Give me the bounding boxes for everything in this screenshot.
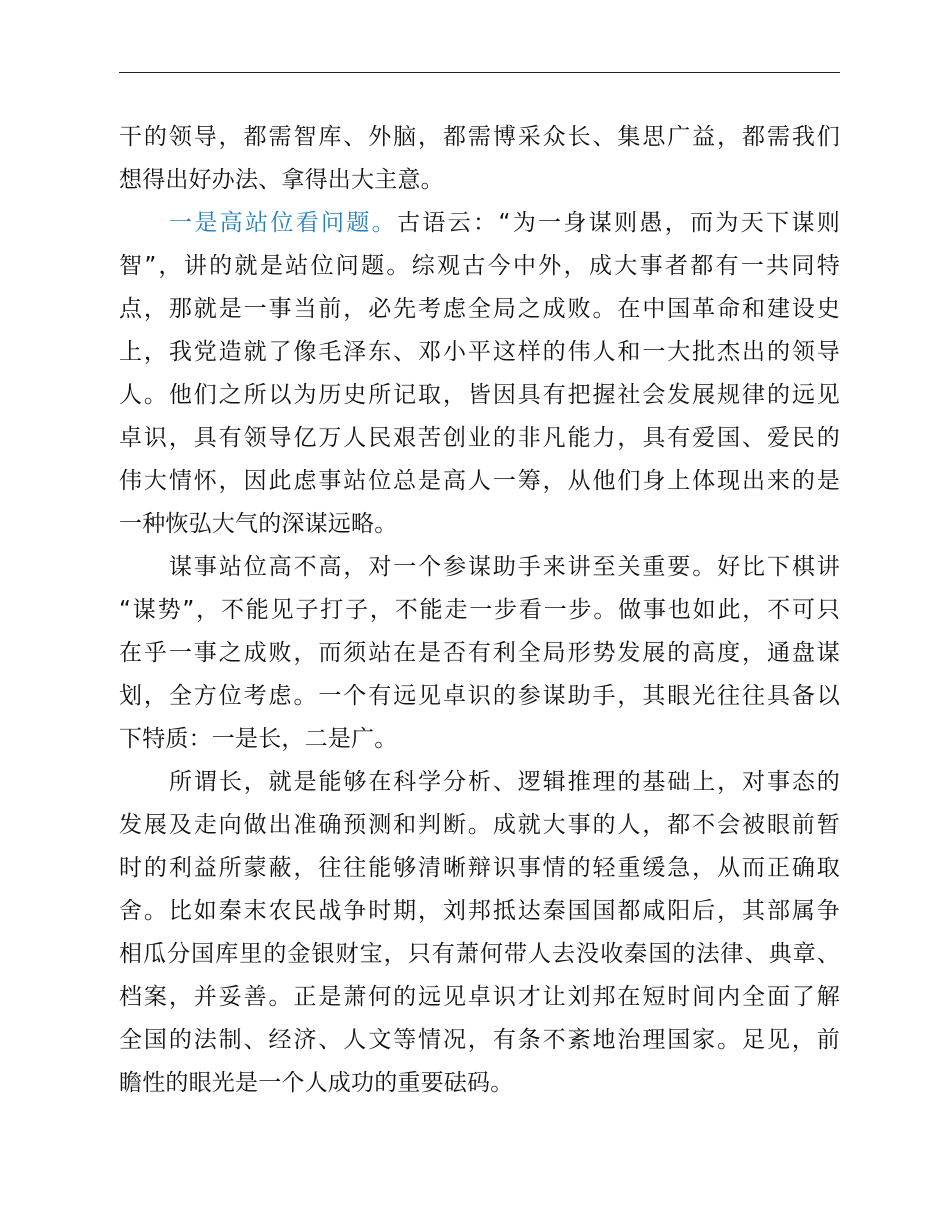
text-line: 人。他们之所以为历史所记取，皆因具有把握社会发展规律的远见 bbox=[119, 382, 840, 408]
text-line: 所谓长，就是能够在科学分析、逻辑推理的基础上，对事态的 bbox=[169, 769, 840, 795]
text-line: “谋势”，不能见子打子，不能走一步看一步。做事也如此，不可只 bbox=[119, 597, 840, 623]
text-line: 下特质：一是长，二是广。 bbox=[119, 726, 398, 752]
text-line bbox=[119, 202, 840, 245]
text-line: 点，那就是一事当前，必先考虑全局之成败。在中国革命和建设史 bbox=[119, 296, 840, 322]
text-line: 全国的法制、经济、人文等情况，有条不紊地治理国家。足见，前 bbox=[119, 1027, 840, 1053]
text-run: 古语云：“为一身谋则愚，而为天下谋则 bbox=[397, 210, 840, 236]
text-line: 想得出好办法、拿得出大主意。 bbox=[119, 167, 444, 193]
text-line: 瞻性的眼光是一个人成功的重要砝码。 bbox=[119, 1070, 514, 1096]
text-line: 一种恢弘大气的深谋远略。 bbox=[119, 511, 398, 537]
header-rule bbox=[119, 72, 840, 73]
text-line: 发展及走向做出准确预测和判断。成就大事的人，都不会被眼前暂 bbox=[119, 812, 840, 838]
text-line: 舍。比如秦末农民战争时期，刘邦抵达秦国国都咸阳后，其部属争 bbox=[119, 898, 840, 924]
text-line: 在乎一事之成败，而须站在是否有利全局形势发展的高度，通盘谋 bbox=[119, 640, 840, 666]
paragraph bbox=[119, 546, 840, 761]
paragraph bbox=[119, 116, 840, 202]
text-line: 伟大情怀，因此虑事站位总是高人一筹，从他们身上体现出来的是 bbox=[119, 468, 840, 494]
paragraph bbox=[119, 761, 840, 1105]
text-line: 相瓜分国库里的金银财宝，只有萧何带人去没收秦国的法律、典章、 bbox=[119, 941, 840, 967]
text-line: 卓识，具有领导亿万人民艰苦创业的非凡能力，具有爱国、爱民的 bbox=[119, 425, 840, 451]
text-line: 干的领导，都需智库、外脑，都需博采众长、集思广益，都需我们 bbox=[119, 124, 840, 150]
paragraph bbox=[119, 202, 840, 546]
section-heading: 一是高站位看问题。 bbox=[169, 210, 398, 236]
text-line: 智”，讲的就是站位问题。综观古今中外，成大事者都有一共同特 bbox=[119, 253, 840, 279]
text-line: 上，我党造就了像毛泽东、邓小平这样的伟人和一大批杰出的领导 bbox=[119, 339, 840, 365]
text-line: 档案，并妥善。正是萧何的远见卓识才让刘邦在短时间内全面了解 bbox=[119, 984, 840, 1010]
body-text bbox=[119, 116, 840, 1105]
text-line: 时的利益所蒙蔽，往往能够清晰辩识事情的轻重缓急，从而正确取 bbox=[119, 855, 840, 881]
text-line: 划，全方位考虑。一个有远见卓识的参谋助手，其眼光往往具备以 bbox=[119, 683, 840, 709]
text-line: 谋事站位高不高，对一个参谋助手来讲至关重要。好比下棋讲 bbox=[169, 554, 840, 580]
